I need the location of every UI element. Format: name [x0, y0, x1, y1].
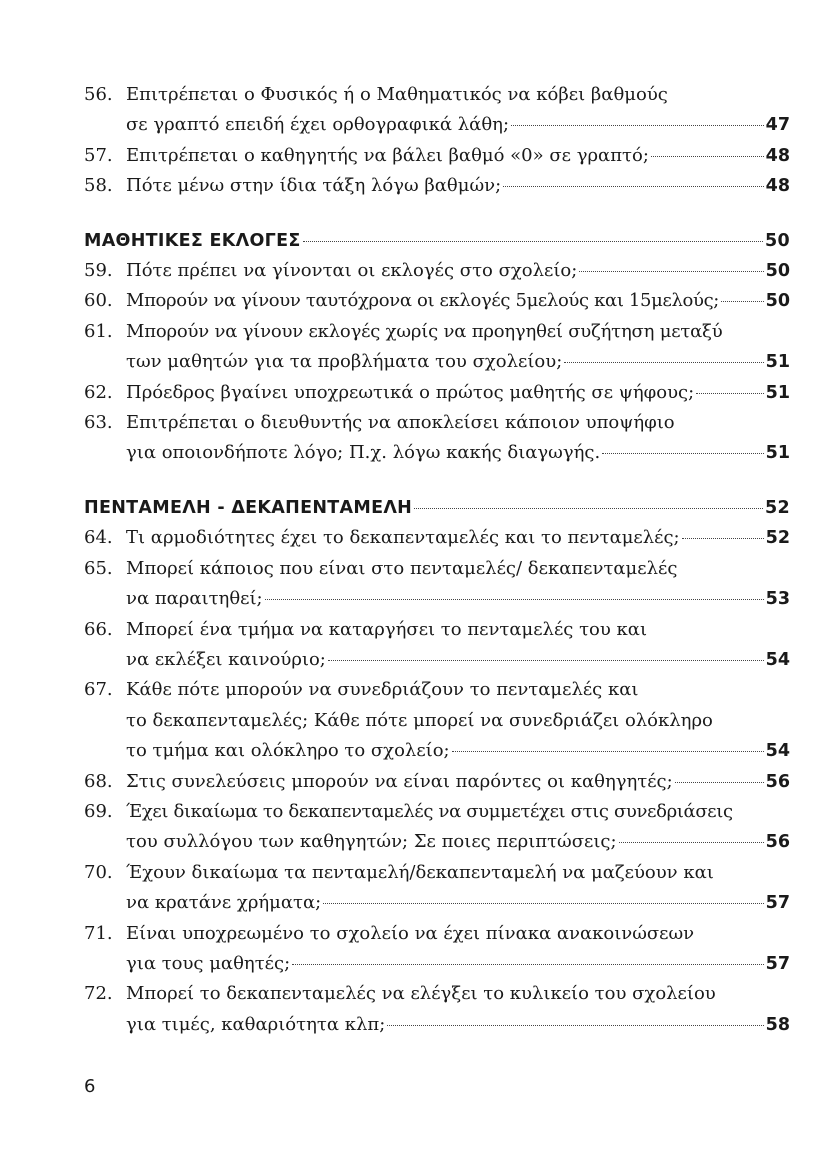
dot-leader [452, 751, 764, 752]
entry-page-number: 52 [765, 528, 790, 549]
section-heading [84, 226, 790, 256]
dot-leader [328, 660, 764, 661]
entry-page-number: 48 [765, 145, 790, 166]
entry-page-number: 51 [765, 382, 790, 403]
dot-leader [602, 453, 763, 454]
dot-leader [414, 508, 763, 509]
entry-text-line: το δεκαπενταμελές; Κάθε πότε μπορεί να συνεδριάζει ολόκληρο [126, 709, 713, 731]
entry-number: 70. [84, 861, 113, 883]
entry-number: 65. [84, 557, 113, 579]
entry-text-line: Μπορούν να γίνουν εκλογές χωρίς να προηγηθεί συζήτηση μεταξύ [126, 320, 723, 342]
entry-page-number: 50 [765, 261, 790, 282]
entry-page-number: 56 [765, 771, 790, 792]
dot-leader [579, 271, 763, 272]
toc-entry [84, 675, 790, 766]
dot-leader [619, 842, 764, 843]
entry-page-number: 50 [765, 291, 790, 312]
entry-text-line: Επιτρέπεται ο διευθυντής να αποκλείσει κάποιον υποψήφιο [126, 412, 675, 434]
entry-number: 69. [84, 800, 113, 822]
toc-section [84, 80, 790, 202]
entry-text-line: Επιτρέπεται ο καθηγητής να βάλει βαθμό «0» σε γραπτό; [126, 144, 649, 166]
dot-leader [265, 599, 764, 600]
entry-text-line: του συλλόγου των καθηγητών; Σε ποιες περιπτώσεις; [126, 831, 617, 853]
entry-number: 68. [84, 770, 113, 792]
dot-leader [682, 538, 764, 539]
entry-text-line: για οποιονδήποτε λόγο; Π.χ. λόγω κακής διαγωγής. [126, 442, 601, 464]
entry-text-line: Τι αρμοδιότητες έχει το δεκαπενταμελές και το πενταμελές; [126, 527, 680, 549]
dot-leader [323, 903, 763, 904]
dot-leader [303, 241, 763, 242]
entry-number: 56. [84, 84, 113, 105]
entry-text-line: να παραιτηθεί; [126, 588, 263, 610]
entry-number: 59. [84, 260, 113, 282]
toc-entry [84, 554, 790, 615]
entry-number: 72. [84, 983, 113, 1005]
entry-text-line: Επιτρέπεται ο Φυσικός ή ο Μαθηματικός να κόβει βαθμούς [126, 84, 668, 105]
entry-text-line: για τιμές, καθαριότητα κλπ; [126, 1013, 386, 1035]
entry-page-number: 56 [765, 832, 790, 853]
entry-text-line: Κάθε πότε μπορούν να συνεδριάζουν το πενταμελές και [126, 679, 639, 701]
section-title: ΜΑΘΗΤΙΚΕΣ ΕΚΛΟΓΕΣ [84, 230, 301, 251]
entry-text-line: για τους μαθητές; [126, 952, 291, 974]
dot-leader [511, 125, 764, 126]
dot-leader [292, 964, 764, 965]
entry-page-number: 57 [765, 953, 790, 974]
toc-section [84, 493, 790, 1040]
entry-text-line: το τμήμα και ολόκληρο το σχολείο; [126, 740, 450, 762]
entry-text-line: Έχει δικαίωμα το δεκαπενταμελές να συμμετέχει στις συνεδριάσεις [126, 800, 733, 822]
entry-page-number: 51 [765, 352, 790, 373]
dot-leader [675, 782, 764, 783]
entry-page-number: 47 [765, 115, 790, 136]
entry-text-line: Έχουν δικαίωμα τα πενταμελή/δεκαπενταμελή να μαζεύουν και [126, 861, 714, 883]
section-title: ΠΕΝΤΑΜΕΛΗ - ΔΕΚΑΠΕΝΤΑΜΕΛΗ [84, 497, 413, 518]
entry-text-line: Είναι υποχρεωμένο το σχολείο να έχει πίνακα ανακοινώσεων [126, 922, 695, 944]
toc-entry [84, 523, 790, 553]
toc-section [84, 226, 790, 469]
entry-number: 67. [84, 679, 113, 701]
toc-entry [84, 80, 790, 141]
toc-entry [84, 797, 790, 858]
entry-number: 64. [84, 527, 113, 549]
entry-text-line: Μπορούν να γίνουν ταυτόχρονα οι εκλογές 5μελούς και 15μελούς; [126, 290, 720, 312]
entry-page-number: 54 [765, 741, 790, 762]
section-page-number: 52 [765, 497, 790, 518]
toc-entry [84, 858, 790, 919]
entry-text-line: Μπορεί κάποιος που είναι στο πενταμελές/ δεκαπενταμελές [126, 557, 678, 579]
entry-number: 66. [84, 618, 113, 640]
toc-entry [84, 256, 790, 286]
entry-text-line: Μπορεί το δεκαπενταμελές να ελέγξει το κυλικείο του σχολείου [126, 983, 716, 1005]
entry-page-number: 53 [765, 589, 790, 610]
entry-number: 62. [84, 381, 113, 403]
entry-number: 58. [84, 175, 113, 197]
entry-page-number: 48 [765, 176, 790, 197]
entry-text-line: Πότε μένω στην ίδια τάξη λόγω βαθμών; [126, 175, 502, 197]
toc-entry [84, 615, 790, 676]
toc-entry [84, 286, 790, 316]
toc-entry [84, 408, 790, 469]
entry-text-line: Μπορεί ένα τμήμα να καταργήσει το πενταμελές του και [126, 618, 648, 640]
page-number: 6 [84, 1076, 96, 1097]
dot-leader [564, 362, 763, 363]
toc-entry [84, 141, 790, 171]
table-of-contents [84, 80, 790, 1040]
toc-entry [84, 317, 790, 378]
dot-leader [503, 186, 763, 187]
entry-text-line: να κρατάνε χρήματα; [126, 892, 322, 914]
entry-number: 71. [84, 922, 113, 944]
entry-text-line: Στις συνελεύσεις μπορούν να είναι παρόντες οι καθηγητές; [126, 770, 673, 792]
entry-text-line: να εκλέξει καινούριο; [126, 648, 326, 670]
toc-entry [84, 767, 790, 797]
entry-text-line: των μαθητών για τα προβλήματα του σχολείου; [126, 351, 563, 373]
dot-leader [387, 1025, 763, 1026]
dot-leader [721, 301, 764, 302]
entry-number: 60. [84, 290, 113, 312]
entry-number: 61. [84, 320, 113, 342]
entry-page-number: 54 [765, 649, 790, 670]
dot-leader [696, 393, 763, 394]
entry-page-number: 51 [765, 443, 790, 464]
entry-text-line: σε γραπτό επειδή έχει ορθογραφικά λάθη; [126, 114, 510, 136]
entry-page-number: 57 [765, 893, 790, 914]
dot-leader [651, 156, 764, 157]
section-page-number: 50 [765, 230, 790, 251]
entry-text-line: Πότε πρέπει να γίνονται οι εκλογές στο σχολείο; [126, 260, 578, 282]
toc-entry [84, 979, 790, 1040]
section-heading [84, 493, 790, 523]
toc-entry [84, 378, 790, 408]
toc-entry [84, 171, 790, 201]
entry-text-line: Πρόεδρος βγαίνει υποχρεωτικά ο πρώτος μαθητής σε ψήφους; [126, 381, 695, 403]
entry-page-number: 58 [765, 1014, 790, 1035]
toc-entry [84, 919, 790, 980]
entry-number: 57. [84, 144, 113, 166]
entry-number: 63. [84, 412, 113, 434]
